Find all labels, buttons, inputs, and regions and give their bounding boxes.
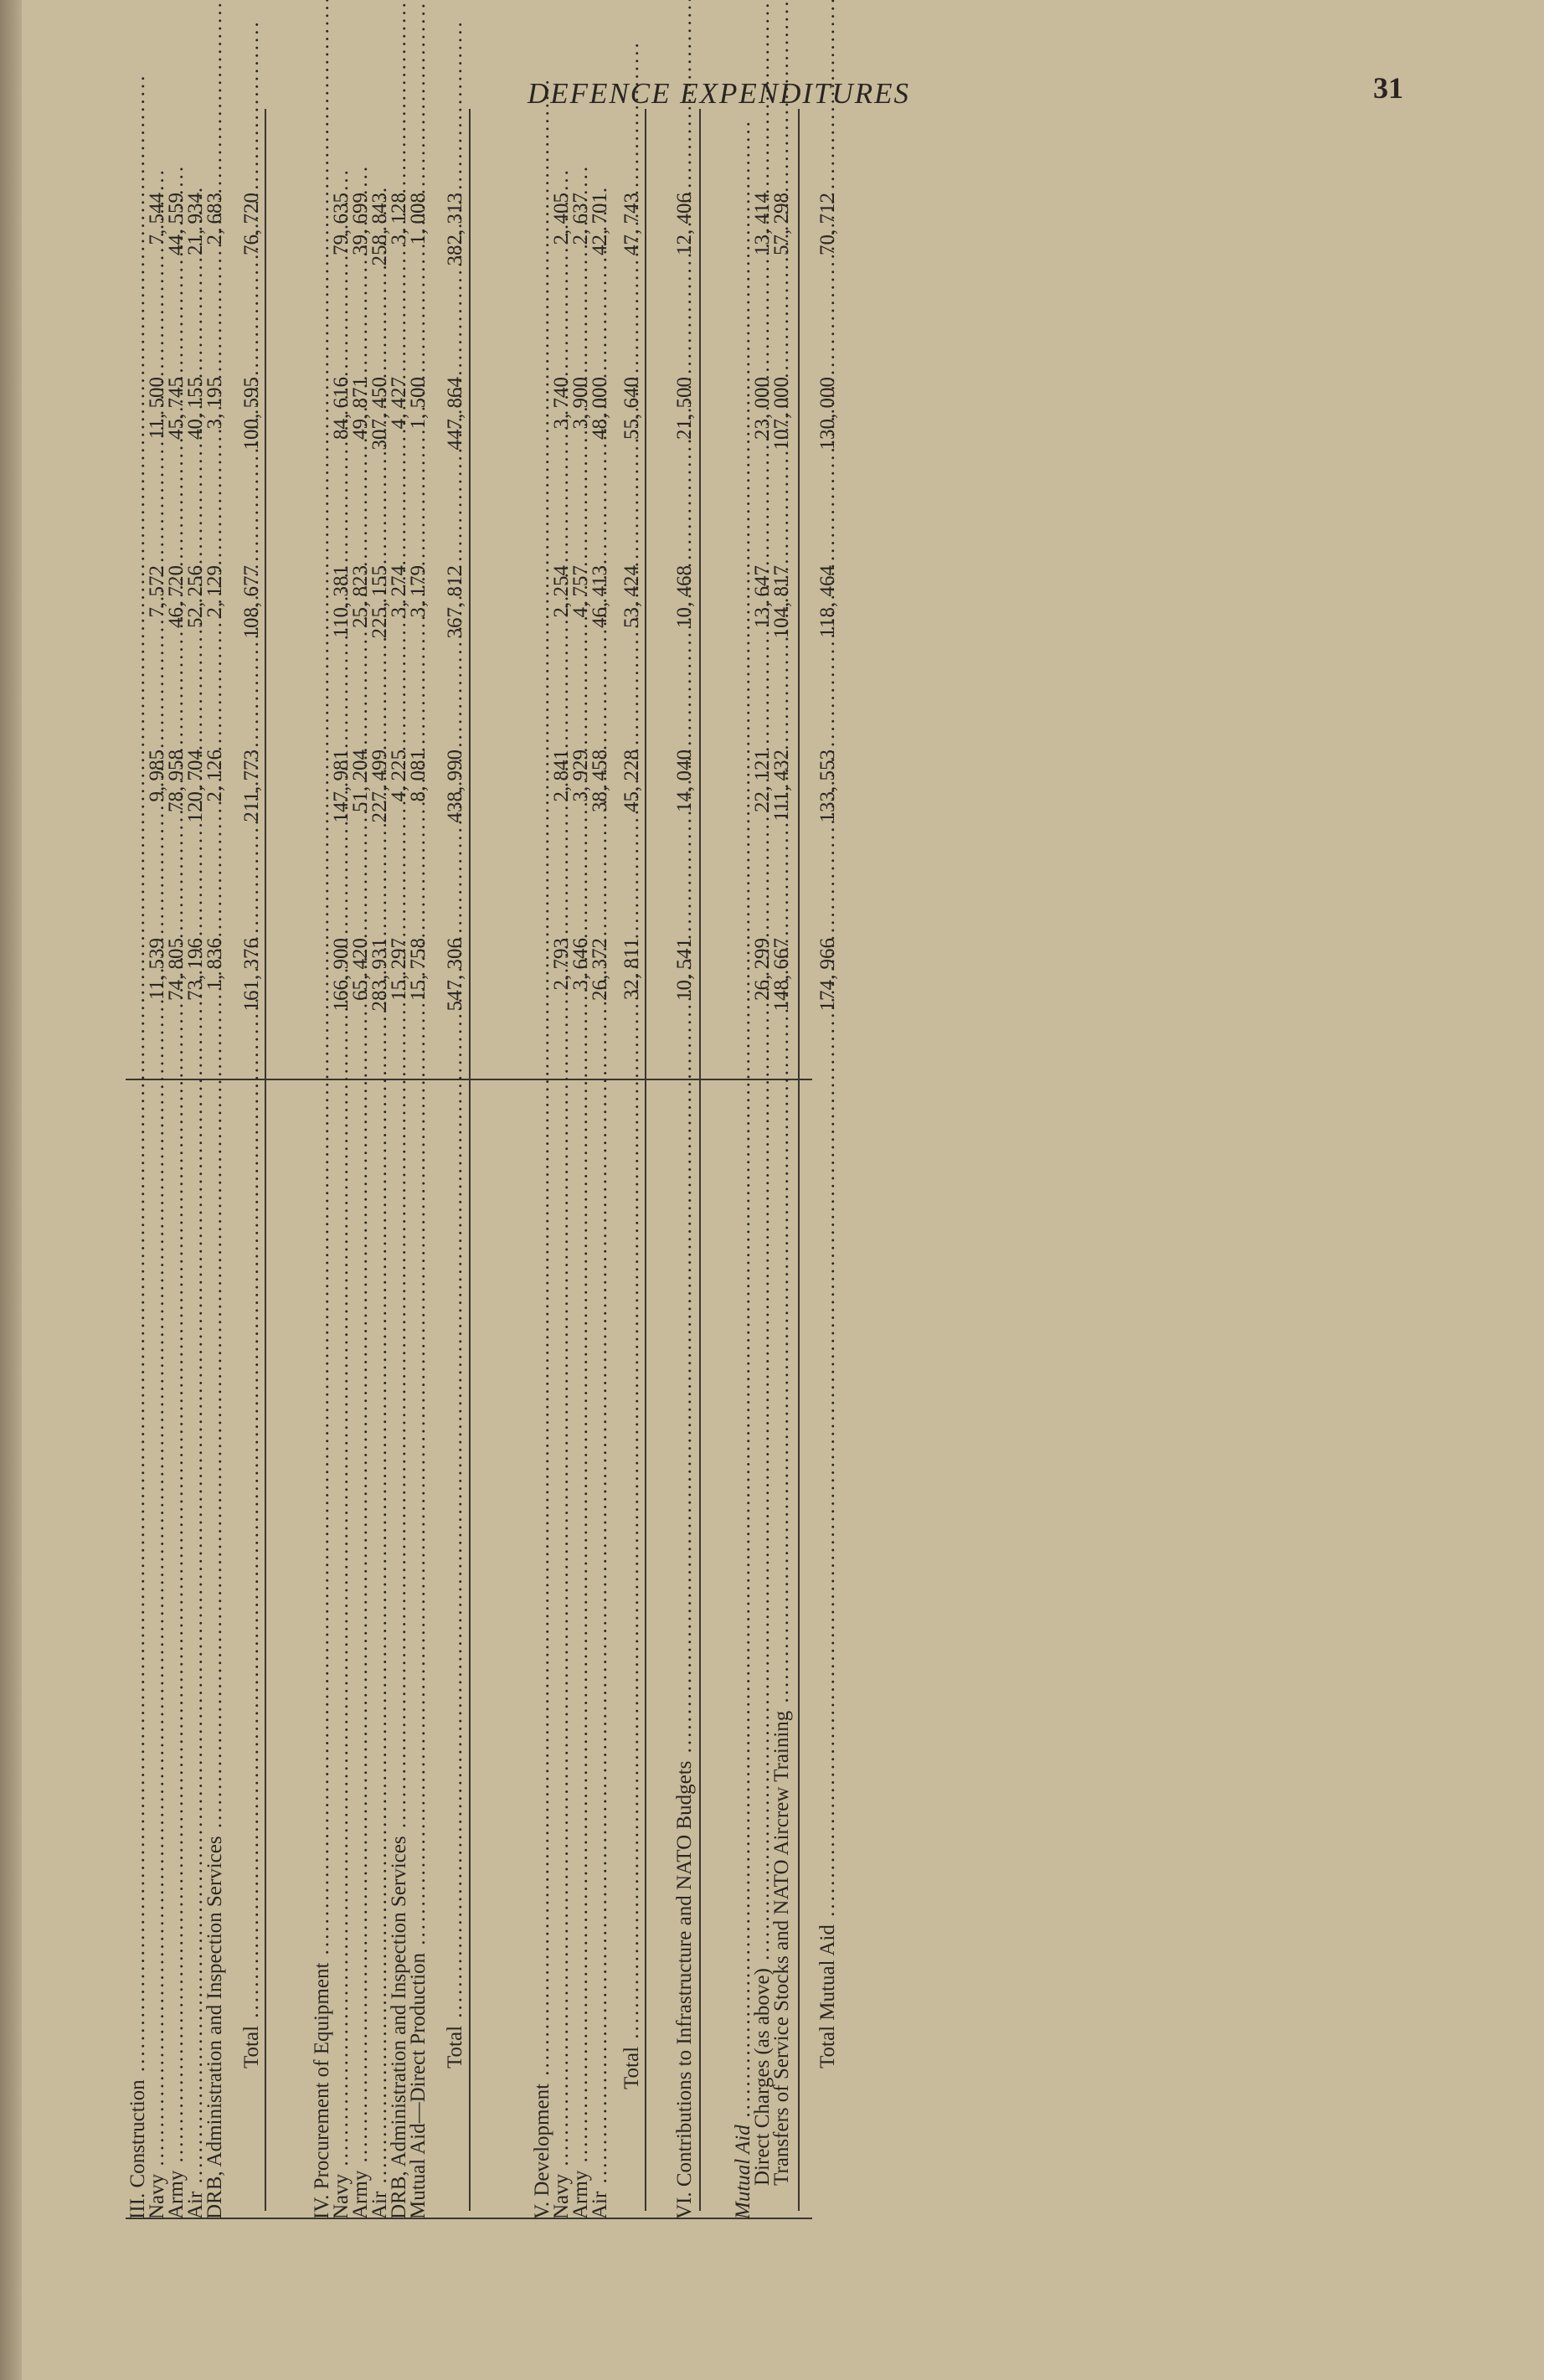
cell: 367, 812 bbox=[444, 565, 466, 639]
cell: 70, 712 bbox=[816, 193, 839, 255]
cell: 148, 667 bbox=[770, 938, 793, 1012]
row-label: V. Development ..... bbox=[533, 1198, 551, 2219]
table-label-column-rule bbox=[126, 1079, 812, 1080]
cell: 9, 985 bbox=[146, 750, 168, 802]
cell: 38, 458 bbox=[589, 750, 611, 812]
table-row bbox=[148, 92, 166, 2219]
cell: 44, 559 bbox=[165, 193, 188, 255]
cell: 73, 196 bbox=[184, 938, 207, 1001]
cell: 76, 720 bbox=[240, 193, 263, 255]
cell: 55, 640 bbox=[620, 377, 643, 440]
cell: 3, 128 bbox=[388, 193, 410, 245]
cell: 53, 424 bbox=[620, 565, 643, 628]
row-label: Air ..... bbox=[591, 1198, 609, 2219]
cell: 11, 539 bbox=[146, 938, 168, 1001]
cell: 166, 900 bbox=[330, 938, 353, 1012]
cell: 22, 121 bbox=[751, 750, 774, 812]
cell: 3, 179 bbox=[407, 565, 430, 618]
table-row bbox=[770, 92, 793, 2219]
cell: 14, 040 bbox=[673, 750, 696, 812]
table-row bbox=[816, 92, 839, 2219]
cell: 2, 683 bbox=[203, 193, 226, 245]
cell: 211, 773 bbox=[240, 750, 263, 822]
cell: 438, 990 bbox=[444, 750, 466, 823]
cell: 108, 677 bbox=[240, 565, 263, 639]
cell: 1, 500 bbox=[407, 377, 430, 430]
row-label: Total ..... bbox=[623, 1068, 641, 2219]
cell: 7, 572 bbox=[146, 565, 168, 618]
row-label: Transfers of Service Stocks and NATO Aircrew Training ..... bbox=[773, 1164, 790, 2219]
cell: 57, 298 bbox=[770, 193, 793, 255]
cell: 32, 811 bbox=[620, 938, 643, 1001]
cell: 2, 793 bbox=[550, 938, 573, 991]
cell: 26, 372 bbox=[589, 938, 611, 1001]
cell: 3, 740 bbox=[550, 377, 573, 430]
table-row bbox=[349, 92, 372, 2219]
cell: 84, 616 bbox=[330, 377, 353, 440]
cell: 13, 647 bbox=[751, 565, 774, 628]
cell: 3, 195 bbox=[203, 377, 226, 430]
cell: 11, 500 bbox=[146, 377, 168, 440]
cell: 46, 720 bbox=[165, 565, 188, 628]
cell: 258, 843 bbox=[368, 193, 391, 266]
row-label: Mutual Aid ..... bbox=[734, 1198, 752, 2219]
cell: 104, 817 bbox=[770, 565, 793, 639]
cell: 120, 704 bbox=[184, 750, 207, 823]
table-row bbox=[203, 92, 226, 2219]
cell: 1, 008 bbox=[407, 193, 430, 245]
cell: 1, 836 bbox=[203, 938, 226, 991]
cell: 49, 871 bbox=[349, 377, 372, 440]
row-label: Army ..... bbox=[572, 1198, 589, 2219]
cell: 130, 000 bbox=[816, 377, 839, 451]
cell: 46, 413 bbox=[589, 565, 611, 628]
cell: 2, 841 bbox=[550, 750, 573, 802]
cell: 10, 541 bbox=[673, 938, 696, 1001]
table-row bbox=[407, 92, 430, 2219]
cell: 39, 699 bbox=[349, 193, 372, 255]
cell: 12, 406 bbox=[673, 193, 696, 255]
cell: 79, 635 bbox=[330, 193, 353, 255]
row-label: Total ..... bbox=[446, 1047, 464, 2219]
cell: 3, 274 bbox=[388, 565, 410, 618]
table-row bbox=[330, 92, 353, 2219]
cell: 26, 299 bbox=[751, 938, 774, 1001]
cell: 110, 381 bbox=[330, 565, 353, 638]
cell: 52, 256 bbox=[184, 565, 207, 628]
table-row bbox=[446, 92, 464, 2219]
cell: 227, 499 bbox=[368, 750, 391, 823]
page-number: 31 bbox=[1373, 71, 1403, 105]
cell: 74, 805 bbox=[165, 938, 188, 1001]
cell: 3, 929 bbox=[569, 750, 592, 802]
cell: 307, 450 bbox=[368, 377, 391, 451]
row-label: Air ..... bbox=[371, 1198, 389, 2219]
row-label: Army ..... bbox=[167, 1198, 185, 2219]
table-row bbox=[390, 92, 408, 2219]
table-row bbox=[569, 92, 592, 2219]
cell: 23, 000 bbox=[751, 377, 774, 440]
cell: 2, 637 bbox=[569, 193, 592, 245]
row-label: Army ..... bbox=[352, 1198, 369, 2219]
cell: 100, 595 bbox=[240, 377, 263, 451]
cell: 15, 297 bbox=[388, 938, 410, 1001]
cell: 161, 376 bbox=[240, 938, 263, 1012]
cell: 111, 432 bbox=[770, 750, 793, 822]
row-label: Total Mutual Aid ..... bbox=[819, 1047, 836, 2219]
cell: 225, 155 bbox=[368, 565, 391, 639]
row-label: DRB, Administration and Inspection Services ..... bbox=[206, 1198, 224, 2219]
row-label: Air ..... bbox=[187, 1198, 204, 2219]
cell: 7, 544 bbox=[146, 193, 168, 245]
cell: 3, 900 bbox=[569, 377, 592, 430]
cell: 21, 500 bbox=[673, 377, 696, 440]
row-label: DRB, Administration and Inspection Services ..... bbox=[390, 1198, 408, 2219]
table-row bbox=[550, 92, 573, 2219]
row-label: Navy ..... bbox=[332, 1198, 350, 2219]
cell: 2, 129 bbox=[203, 565, 226, 618]
cell: 8, 081 bbox=[407, 750, 430, 802]
cell: 147, 981 bbox=[330, 750, 353, 823]
cell: 382, 313 bbox=[444, 193, 466, 266]
cell: 118, 464 bbox=[816, 565, 839, 638]
cell: 4, 225 bbox=[388, 750, 410, 802]
cell: 447, 864 bbox=[444, 377, 466, 451]
table-row bbox=[240, 92, 263, 2219]
rule-under-contributions-row bbox=[699, 109, 701, 2211]
table-bottom-rule bbox=[126, 2218, 812, 2219]
cell: 107, 000 bbox=[770, 377, 793, 451]
running-head: DEFENCE EXPENDITURES bbox=[528, 77, 911, 110]
table-row bbox=[184, 92, 207, 2219]
cell: 78, 958 bbox=[165, 750, 188, 812]
cell: 42, 701 bbox=[589, 193, 611, 255]
table-row bbox=[734, 92, 752, 2219]
table-row bbox=[673, 92, 696, 2219]
table-row bbox=[620, 92, 643, 2219]
cell: 15, 758 bbox=[407, 938, 430, 1001]
table-row bbox=[126, 92, 149, 2219]
cell: 3, 646 bbox=[569, 938, 592, 991]
row-label: IV. Procurement of Equipment ..... bbox=[313, 1198, 331, 2219]
cell: 2, 405 bbox=[550, 193, 573, 245]
table-row bbox=[591, 92, 609, 2219]
row-label: III. Construction ..... bbox=[129, 1198, 147, 2219]
cell: 133, 553 bbox=[816, 750, 839, 823]
cell: 174, 966 bbox=[816, 938, 839, 1012]
row-label: Mutual Aid—Direct Production ..... bbox=[409, 1198, 427, 2219]
cell: 283, 931 bbox=[368, 938, 391, 1012]
table-row bbox=[368, 92, 391, 2219]
cell: 13, 414 bbox=[751, 193, 774, 255]
row-label: Direct Charges (as above) ..... bbox=[754, 1164, 771, 2219]
cell: 47, 743 bbox=[620, 193, 643, 255]
cell: 2, 126 bbox=[203, 750, 226, 802]
rule-under-development-block bbox=[645, 109, 646, 2211]
cell: 21, 934 bbox=[184, 193, 207, 255]
cell: 10, 468 bbox=[673, 565, 696, 628]
cell: 48, 000 bbox=[589, 377, 611, 440]
cell: 4, 427 bbox=[388, 377, 410, 430]
cell: 547, 306 bbox=[444, 938, 466, 1012]
page-binding-edge bbox=[0, 0, 22, 2380]
cell: 40, 155 bbox=[184, 377, 207, 440]
cell: 45, 745 bbox=[165, 377, 188, 440]
cell: 4, 757 bbox=[569, 565, 592, 618]
rule-under-procurement-block bbox=[469, 109, 471, 2211]
row-label: Navy ..... bbox=[148, 1198, 166, 2219]
cell: 2, 254 bbox=[550, 565, 573, 618]
table-row bbox=[533, 92, 551, 2219]
rule-under-construction-block bbox=[265, 109, 266, 2211]
table-row bbox=[751, 92, 774, 2219]
cell: 25, 823 bbox=[349, 565, 372, 628]
rule-above-mutual-aid-total bbox=[798, 109, 800, 2211]
table-row bbox=[313, 92, 331, 2219]
cell: 45, 228 bbox=[620, 750, 643, 812]
row-label: VI. Contributions to Infrastructure and NATO Budgets ..... bbox=[676, 1198, 693, 2219]
rotated-expenditure-table bbox=[117, 84, 955, 2219]
cell: 51, 204 bbox=[349, 750, 372, 812]
cell: 65, 420 bbox=[349, 938, 372, 1001]
table-row bbox=[165, 92, 188, 2219]
row-label: Total ..... bbox=[243, 1047, 260, 2219]
row-label: Navy ..... bbox=[553, 1198, 570, 2219]
